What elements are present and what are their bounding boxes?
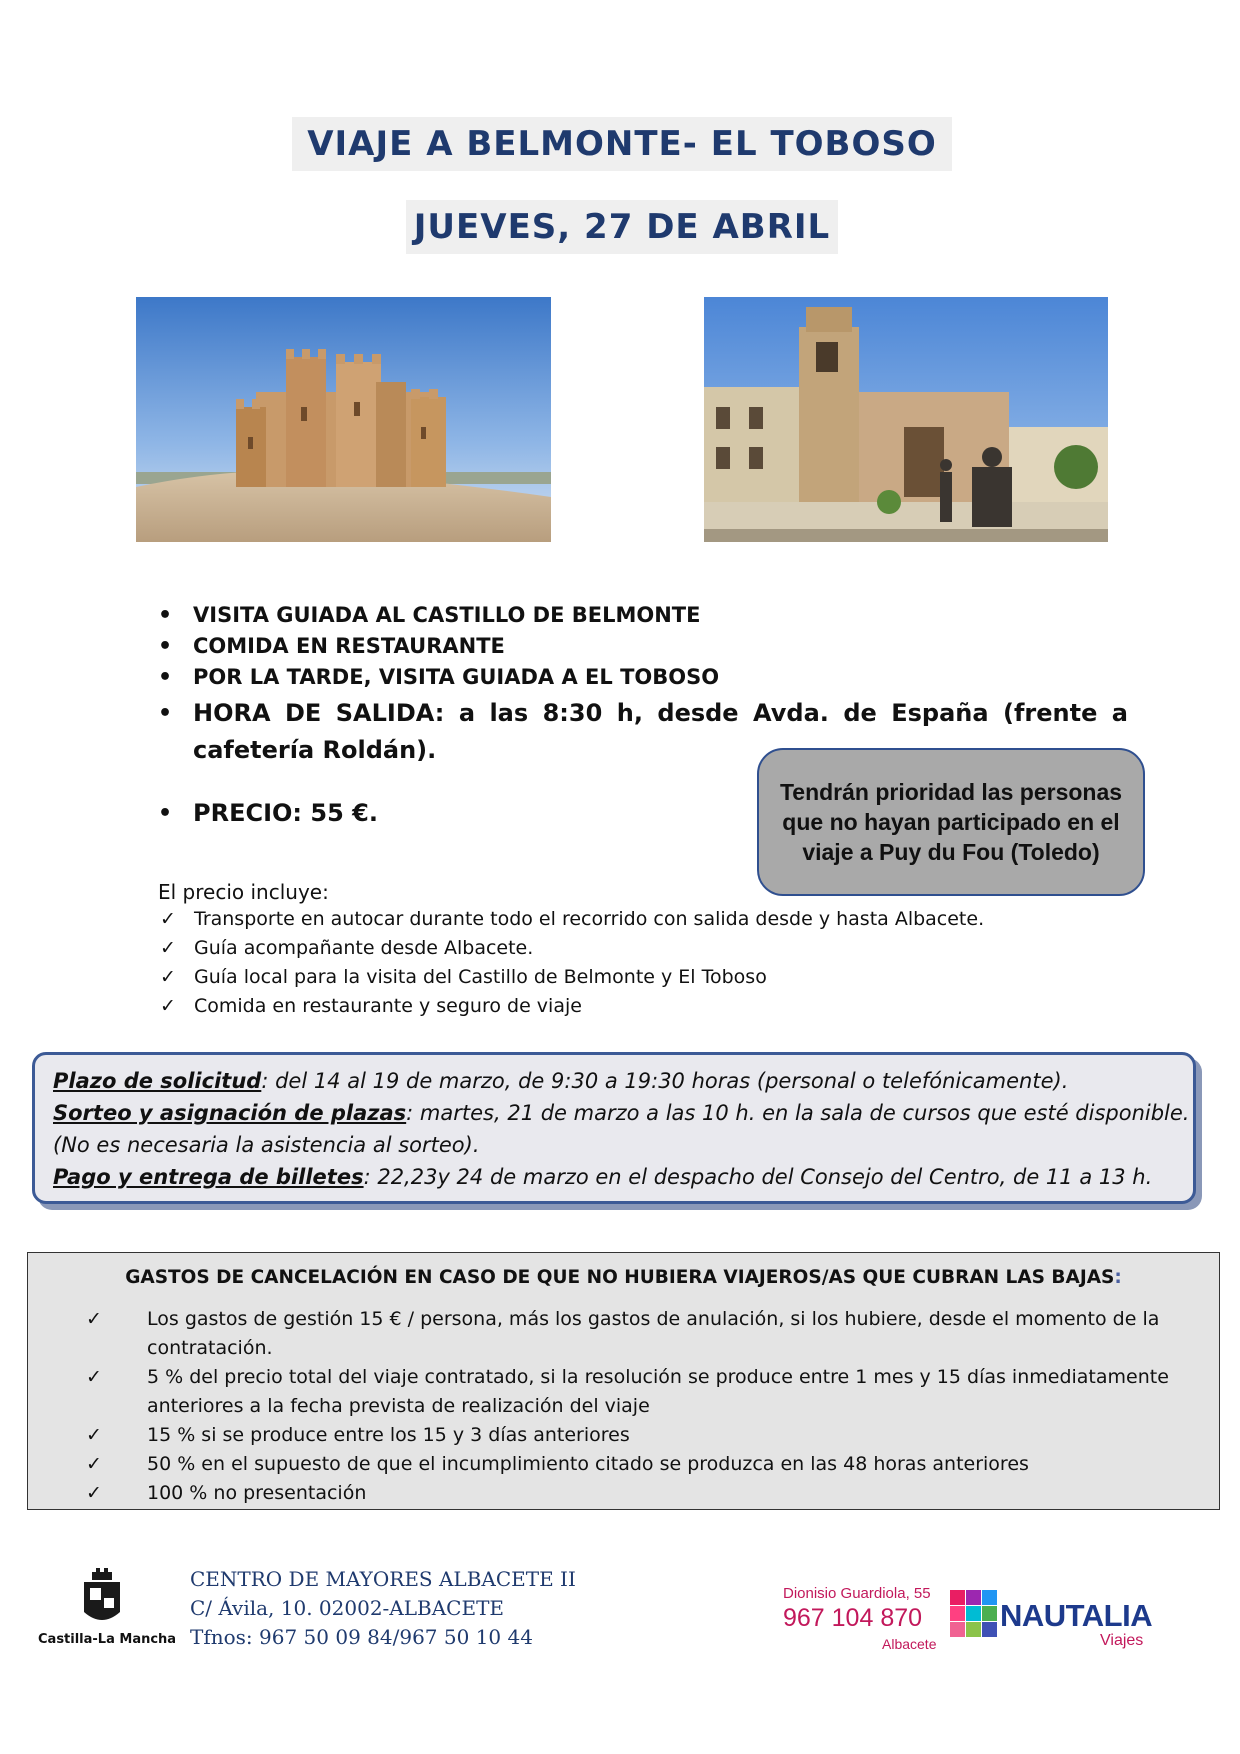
payment-label: Pago y entrega de billetes [53, 1165, 364, 1189]
include-item-local-guide: ✓ Guía local para la visita del Castillo de Belmonte y El Toboso [158, 963, 1058, 992]
cancellation-list [116, 1305, 1196, 1508]
departure-text: a las 8:30 h, desde Avda. de España (frente a cafetería Roldán). [193, 699, 1128, 764]
payment-info [53, 1161, 1193, 1193]
trip-date: JUEVES, 27 DE ABRIL [406, 200, 838, 254]
draw-label: Sorteo y asignación de plazas [53, 1101, 407, 1125]
highlight-toboso-visit: • POR LA TARDE, VISITA GUIADA A EL TOBOSO [158, 662, 1128, 693]
cancellation-title-colon: : [1114, 1267, 1122, 1288]
include-item-guide: ✓ Guía acompañante desde Albacete. [158, 934, 1058, 963]
center-phones: Tfnos: 967 50 09 84/967 50 10 44 [190, 1625, 533, 1649]
deadlines-box [32, 1052, 1196, 1204]
cancellation-box [27, 1252, 1220, 1510]
cancellation-item: ✓ 15 % si se produce entre los 15 y 3 días anteriores [116, 1421, 1196, 1450]
cancellation-item: ✓ 100 % no presentación [116, 1479, 1196, 1508]
includes-title: El precio incluye: [158, 880, 329, 904]
cancellation-item: ✓ Los gastos de gestión 15 € / persona, más los gastos de anulación, si los hubiere, desde el momento de la contratación. [116, 1305, 1196, 1363]
center-name: CENTRO DE MAYORES ALBACETE II [190, 1567, 576, 1591]
page-title: VIAJE A BELMONTE- EL TOBOSO [292, 117, 952, 171]
castle-photo [136, 297, 551, 542]
agency-city: Albacete [882, 1636, 937, 1652]
cancellation-item: ✓ 50 % en el supuesto de que el incumplimiento citado se produzca en las 48 horas anteriores [116, 1450, 1196, 1479]
cancellation-item: ✓ 5 % del precio total del viaje contratado, si la resolución se produce entre 1 mes y 15 días inmediatamente anteriores a la fecha prevista de realización del viaje [116, 1363, 1196, 1421]
center-info [190, 1565, 576, 1652]
include-item-transport: ✓ Transporte en autocar durante todo el recorrido con salida desde y hasta Albacete. [158, 905, 1058, 934]
highlight-lunch: • COMIDA EN RESTAURANTE [158, 631, 1128, 662]
castilla-la-mancha-label: Castilla-La Mancha [38, 1632, 177, 1647]
price: • PRECIO: 55 €. [158, 795, 1128, 832]
draw-note: (No es necesaria la asistencia al sorteo). [53, 1133, 480, 1157]
nautalia-logo-icon [950, 1590, 998, 1640]
cancellation-title-text: GASTOS DE CANCELACIÓN EN CASO DE QUE NO HUBIERA VIAJEROS/AS QUE CUBRAN LAS BAJAS [125, 1267, 1115, 1288]
agency-address: Dionisio Guardiola, 55 [783, 1585, 931, 1602]
agency-brand: NAUTALIA [1000, 1598, 1153, 1633]
cancellation-title [28, 1267, 1219, 1288]
departure-label: HORA DE SALIDA: [193, 699, 445, 727]
agency-phone: 967 104 870 [783, 1604, 923, 1632]
draw-info [53, 1097, 1193, 1129]
include-item-lunch-insurance: ✓ Comida en restaurante y seguro de viaje [158, 992, 1058, 1021]
priority-note: Tendrán prioridad las personas que no hayan participado en el viaje a Puy du Fou (Toledo) [757, 748, 1145, 896]
request-text: : del 14 al 19 de marzo, de 9:30 a 19:30 horas (personal o telefónicamente). [261, 1069, 1069, 1093]
request-label: Plazo de solicitud [53, 1069, 262, 1093]
request-period [53, 1065, 1193, 1097]
church-square-photo [704, 297, 1108, 542]
payment-text: : 22,23y 24 de marzo en el despacho del Consejo del Centro, de 11 a 13 h. [363, 1165, 1153, 1189]
agency-sub: Viajes [1100, 1632, 1144, 1649]
highlight-castle-visit: • VISITA GUIADA AL CASTILLO DE BELMONTE [158, 600, 1128, 631]
center-address: C/ Ávila, 10. 02002-ALBACETE [190, 1596, 505, 1620]
includes-list [158, 905, 1058, 1021]
draw-text: : martes, 21 de marzo a las 10 h. en la sala de cursos que esté disponible. [406, 1101, 1190, 1125]
